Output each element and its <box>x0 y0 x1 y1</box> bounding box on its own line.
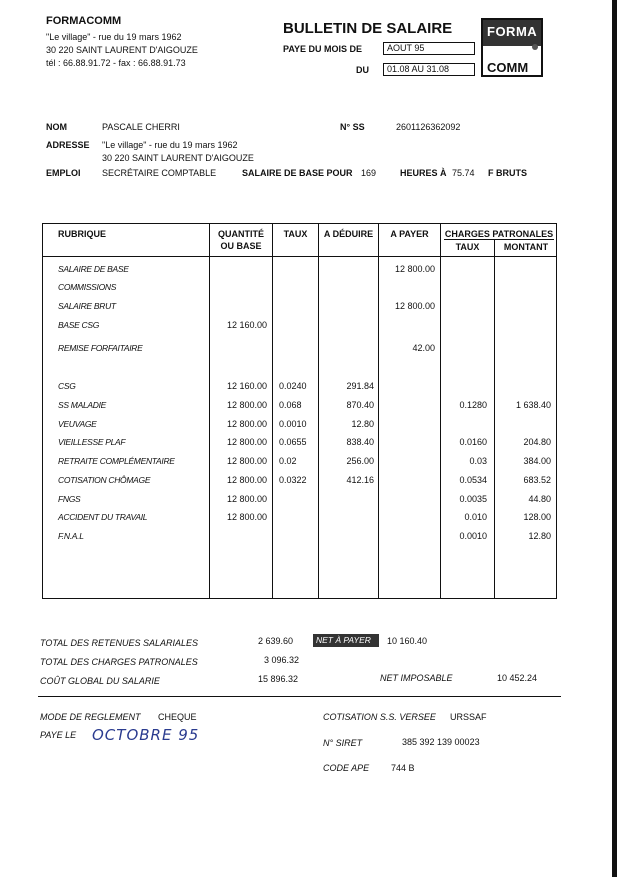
cell-charges-montant: 128.00 <box>523 512 551 522</box>
siret-label: N° SIRET <box>323 738 363 748</box>
emploi-label: EMPLOI <box>46 168 81 178</box>
bruts-label: F BRUTS <box>488 168 527 178</box>
header-a-deduire: A DÉDUIRE <box>323 229 374 239</box>
formacomm-logo <box>481 18 543 77</box>
footer-separator <box>38 696 561 697</box>
paye-le-label: PAYE LE <box>40 730 77 740</box>
cell-a-deduire: 838.40 <box>346 437 374 447</box>
cell-taux: 0.0322 <box>279 475 307 485</box>
cell-charges-taux: 0.010 <box>464 512 487 522</box>
adresse-line2: 30 220 SAINT LAURENT D'AIGOUZE <box>102 153 254 163</box>
row-label: COTISATION CHÔMAGE <box>58 475 151 485</box>
cell-charges-taux: 0.0035 <box>459 494 487 504</box>
row-label: SALAIRE BRUT <box>58 301 116 311</box>
ape-label: CODE APE <box>323 763 370 773</box>
row-label: CSG <box>58 381 76 391</box>
table-col-divider <box>378 223 379 599</box>
taux-horaire-value: 75.74 <box>452 168 475 178</box>
header-charges-montant: MONTANT <box>503 242 549 252</box>
document-title: BULLETIN DE SALAIRE <box>283 20 453 37</box>
row-label: ACCIDENT DU TRAVAIL <box>58 512 148 522</box>
total-charges-label: TOTAL DES CHARGES PATRONALES <box>40 657 198 667</box>
cell-quantite-base: 12 160.00 <box>226 381 267 391</box>
table-col-divider <box>209 223 210 599</box>
cell-charges-montant: 12.80 <box>528 531 551 541</box>
emploi-value: SECRÉTAIRE COMPTABLE <box>102 168 217 178</box>
cell-charges-montant: 384.00 <box>523 456 551 466</box>
cell-taux: 0.0240 <box>279 381 307 391</box>
header-quantite: QUANTITÉ <box>218 229 264 239</box>
cell-quantite-base: 12 800.00 <box>226 512 267 522</box>
mode-reglement-value: CHEQUE <box>158 712 197 722</box>
cell-quantite-base: 12 800.00 <box>226 400 267 410</box>
cell-quantite-base: 12 800.00 <box>226 419 267 429</box>
heures-label: HEURES À <box>400 168 447 178</box>
total-charges-value: 3 096.32 <box>264 655 300 665</box>
logo-top-text: FORMA <box>483 20 541 46</box>
ns-value: 2601126362092 <box>396 122 461 132</box>
cell-taux: 0.0010 <box>279 419 307 429</box>
nom-label: NOM <box>46 122 67 132</box>
cell-charges-montant: 1 638.40 <box>515 400 551 410</box>
cell-a-payer: 12 800.00 <box>394 301 435 311</box>
header-ou-base: OU BASE <box>220 241 262 251</box>
row-label: VEUVAGE <box>58 419 97 429</box>
cell-charges-montant: 204.80 <box>523 437 551 447</box>
cell-a-deduire: 870.40 <box>346 400 374 410</box>
page-edge-shadow <box>612 0 617 877</box>
cell-a-deduire: 291.84 <box>346 381 374 391</box>
table-col-divider <box>494 240 495 599</box>
cell-taux: 0.068 <box>279 400 302 410</box>
cell-charges-montant: 44.80 <box>528 494 551 504</box>
cell-taux: 0.02 <box>279 456 297 466</box>
cell-a-deduire: 412.16 <box>346 475 374 485</box>
row-label: F.N.A.L <box>58 531 84 541</box>
header-taux: TAUX <box>283 229 308 239</box>
cell-quantite-base: 12 800.00 <box>226 456 267 466</box>
salaire-base-label: SALAIRE DE BASE POUR <box>242 168 353 178</box>
mode-reglement-label: MODE DE REGLEMENT <box>40 712 141 722</box>
cell-charges-taux: 0.0010 <box>459 531 487 541</box>
row-label: RETRAITE COMPLÉMENTAIRE <box>58 456 175 466</box>
net-imposable-value: 10 452.24 <box>497 673 538 683</box>
heures-value: 169 <box>361 168 377 178</box>
total-retenues-value: 2 639.60 <box>258 636 294 646</box>
cell-taux: 0.0655 <box>279 437 307 447</box>
cell-charges-montant: 683.52 <box>523 475 551 485</box>
row-label: COMMISSIONS <box>58 282 117 292</box>
row-label: BASE CSG <box>58 320 100 330</box>
cell-a-deduire: 256.00 <box>346 456 374 466</box>
du-value-box: 01.08 AU 31.08 <box>383 63 475 76</box>
logo-bottom-text: COMM <box>487 60 529 75</box>
nom-value: PASCALE CHERRI <box>102 122 180 132</box>
payslip-table <box>42 223 557 599</box>
du-label: DU <box>356 65 369 75</box>
row-label: VIEILLESSE PLAF <box>58 437 126 447</box>
cell-charges-taux: 0.0534 <box>459 475 487 485</box>
cotisation-label: COTISATION S.S. VERSEE <box>323 712 436 722</box>
ape-value: 744 B <box>391 763 415 773</box>
adresse-label: ADRESSE <box>46 140 90 150</box>
cell-charges-taux: 0.1280 <box>459 400 487 410</box>
cell-a-deduire: 12.80 <box>351 419 374 429</box>
table-col-divider <box>440 223 441 599</box>
cotisation-value: URSSAF <box>450 712 487 722</box>
company-address-line2: 30 220 SAINT LAURENT D'AIGOUZE <box>46 45 198 55</box>
row-label: REMISE FORFAITAIRE <box>58 343 143 353</box>
net-imposable-label: NET IMPOSABLE <box>380 673 453 683</box>
row-label: FNGS <box>58 494 81 504</box>
header-charges-taux: TAUX <box>455 242 480 252</box>
cell-quantite-base: 12 800.00 <box>226 475 267 485</box>
siret-value: 385 392 139 00023 <box>402 737 480 747</box>
total-retenues-label: TOTAL DES RETENUES SALARIALES <box>40 638 199 648</box>
table-col-divider <box>272 223 273 599</box>
net-a-payer-value: 10 160.40 <box>387 636 428 646</box>
table-header-divider <box>42 256 557 257</box>
cout-global-label: COÛT GLOBAL DU SALARIE <box>40 676 160 686</box>
cell-charges-taux: 0.03 <box>469 456 487 466</box>
header-a-payer: A PAYER <box>390 229 429 239</box>
period-value-box: AOUT 95 <box>383 42 475 55</box>
row-label: SS MALADIE <box>58 400 107 410</box>
row-label: SALAIRE DE BASE <box>58 264 129 274</box>
logo-dot-icon <box>532 44 538 50</box>
cell-a-payer: 42.00 <box>412 343 435 353</box>
paye-le-handwritten: OCTOBRE 95 <box>92 726 200 744</box>
header-rubrique: RUBRIQUE <box>58 229 107 239</box>
table-col-divider <box>318 223 319 599</box>
header-charges-patronales: CHARGES PATRONALES <box>444 229 554 239</box>
cout-global-value: 15 896.32 <box>258 674 299 684</box>
company-name: FORMACOMM <box>46 15 122 27</box>
cell-charges-taux: 0.0160 <box>459 437 487 447</box>
net-a-payer-label: NET À PAYER <box>313 634 379 647</box>
company-contact: tél : 66.88.91.72 - fax : 66.88.91.73 <box>46 58 186 68</box>
adresse-line1: "Le village" - rue du 19 mars 1962 <box>102 140 238 150</box>
company-address-line1: "Le village" - rue du 19 mars 1962 <box>46 32 182 42</box>
cell-quantite-base: 12 800.00 <box>226 494 267 504</box>
cell-a-payer: 12 800.00 <box>394 264 435 274</box>
cell-quantite-base: 12 800.00 <box>226 437 267 447</box>
period-label: PAYE DU MOIS DE <box>283 44 363 54</box>
cell-quantite-base: 12 160.00 <box>226 320 267 330</box>
ns-label: N° SS <box>340 122 365 132</box>
